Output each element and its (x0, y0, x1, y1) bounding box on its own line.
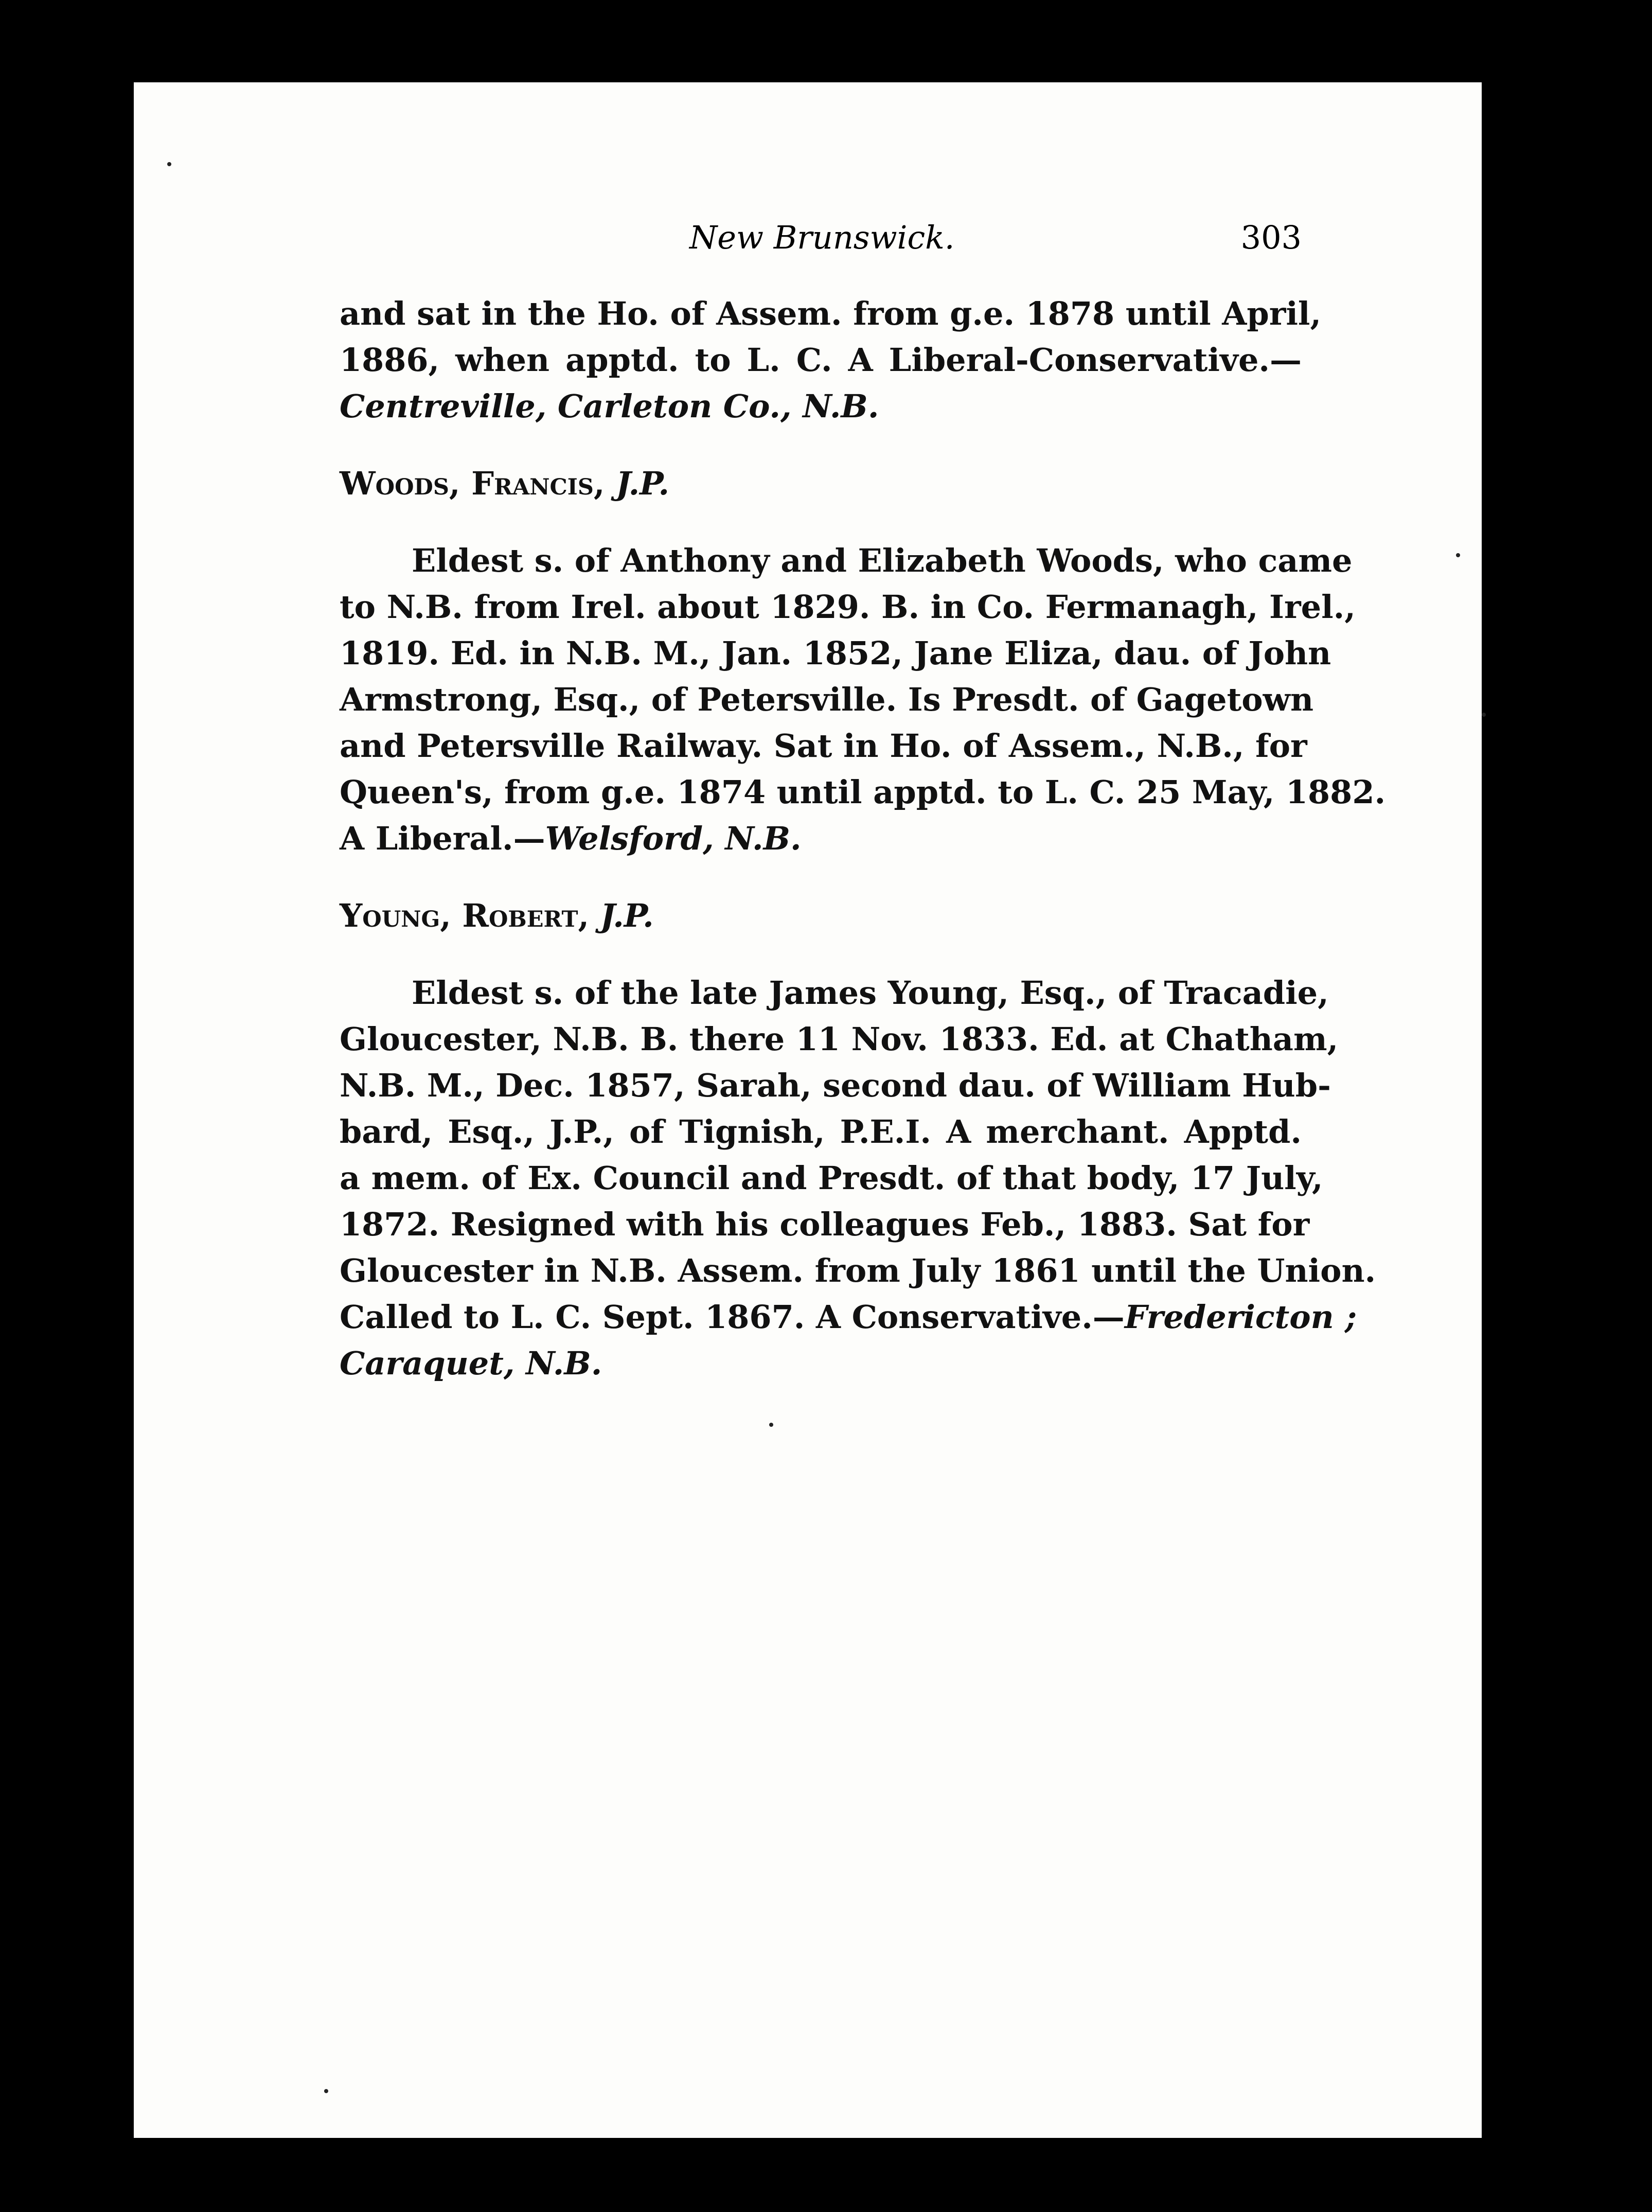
entry-heading-woods (340, 461, 1302, 507)
given-name: Robert, (462, 897, 590, 934)
page-spine-shadow (113, 82, 134, 2138)
title: J.P. (616, 465, 670, 502)
entry-heading-young (340, 893, 1302, 939)
title: J.P. (600, 897, 654, 934)
entry-young-biography (340, 970, 1376, 1387)
text-line: Queen's, from g.e. 1874 until apptd. to L. C. 25 May, 1882. (340, 773, 1386, 811)
residence-line (340, 383, 1302, 430)
entry-woods-biography (340, 538, 1386, 862)
surname: Young, (340, 897, 451, 934)
running-head (689, 219, 1302, 265)
surname: Woods, (340, 465, 460, 502)
text-line: 1819. Ed. in N.B. M., Jan. 1852, Jane Eliza, dau. of John (340, 634, 1331, 672)
residence: Caraquet, N.B. (340, 1344, 602, 1382)
text-line: and sat in the Ho. of Assem. from g.e. 1878 until April, (340, 295, 1322, 332)
residence: Welsford, N.B. (545, 820, 802, 857)
page-number: 303 (1240, 219, 1302, 256)
scan-speck (769, 1423, 773, 1427)
text-line: to N.B. from Irel. about 1829. B. in Co. Fermanagh, Irel., (340, 588, 1356, 626)
running-title: New Brunswick. (689, 219, 955, 256)
text-line: 1872. Resigned with his colleagues Feb., 1883. Sat for (340, 1206, 1310, 1243)
politics: Called to L. C. Sept. 1867. A Conservative.— (340, 1298, 1125, 1336)
residence: Centreville, Carleton Co., N.B. (340, 387, 879, 425)
text-line (340, 1294, 1357, 1340)
residence: Fredericton ; (1124, 1298, 1357, 1336)
text-line (340, 816, 1302, 862)
residence-line (340, 1340, 1302, 1387)
text-line: Gloucester, N.B. B. there 11 Nov. 1833. Ed. at Chatham, (340, 1020, 1339, 1058)
text-line: Gloucester in N.B. Assem. from July 1861 until the Union. (340, 1252, 1376, 1289)
text-line: and Petersville Railway. Sat in Ho. of Assem., N.B., for (340, 727, 1307, 765)
entry-continuation (340, 291, 1322, 430)
page-body (340, 291, 1386, 1387)
given-name: Francis, (471, 465, 605, 502)
text-line: Eldest s. of Anthony and Elizabeth Woods, who came (412, 542, 1353, 579)
text-line: 1886, when apptd. to L. C. A Liberal-Conservative.— (340, 341, 1302, 379)
text-line: Armstrong, Esq., of Petersville. Is Presdt. of Gagetown (340, 681, 1314, 718)
text-line: N.B. M., Dec. 1857, Sarah, second dau. of William Hub- (340, 1067, 1331, 1104)
scan-speck (1482, 713, 1486, 717)
politics: A Liberal.— (340, 820, 545, 857)
scan-speck (167, 162, 171, 166)
text-line: bard, Esq., J.P., of Tignish, P.E.I. A merchant. Apptd. (340, 1113, 1302, 1151)
scan-speck (1456, 553, 1460, 557)
text-line: Eldest s. of the late James Young, Esq., of Tracadie, (412, 974, 1329, 1012)
scan-speck (324, 2089, 328, 2093)
text-line: a mem. of Ex. Council and Presdt. of that body, 17 July, (340, 1159, 1323, 1197)
